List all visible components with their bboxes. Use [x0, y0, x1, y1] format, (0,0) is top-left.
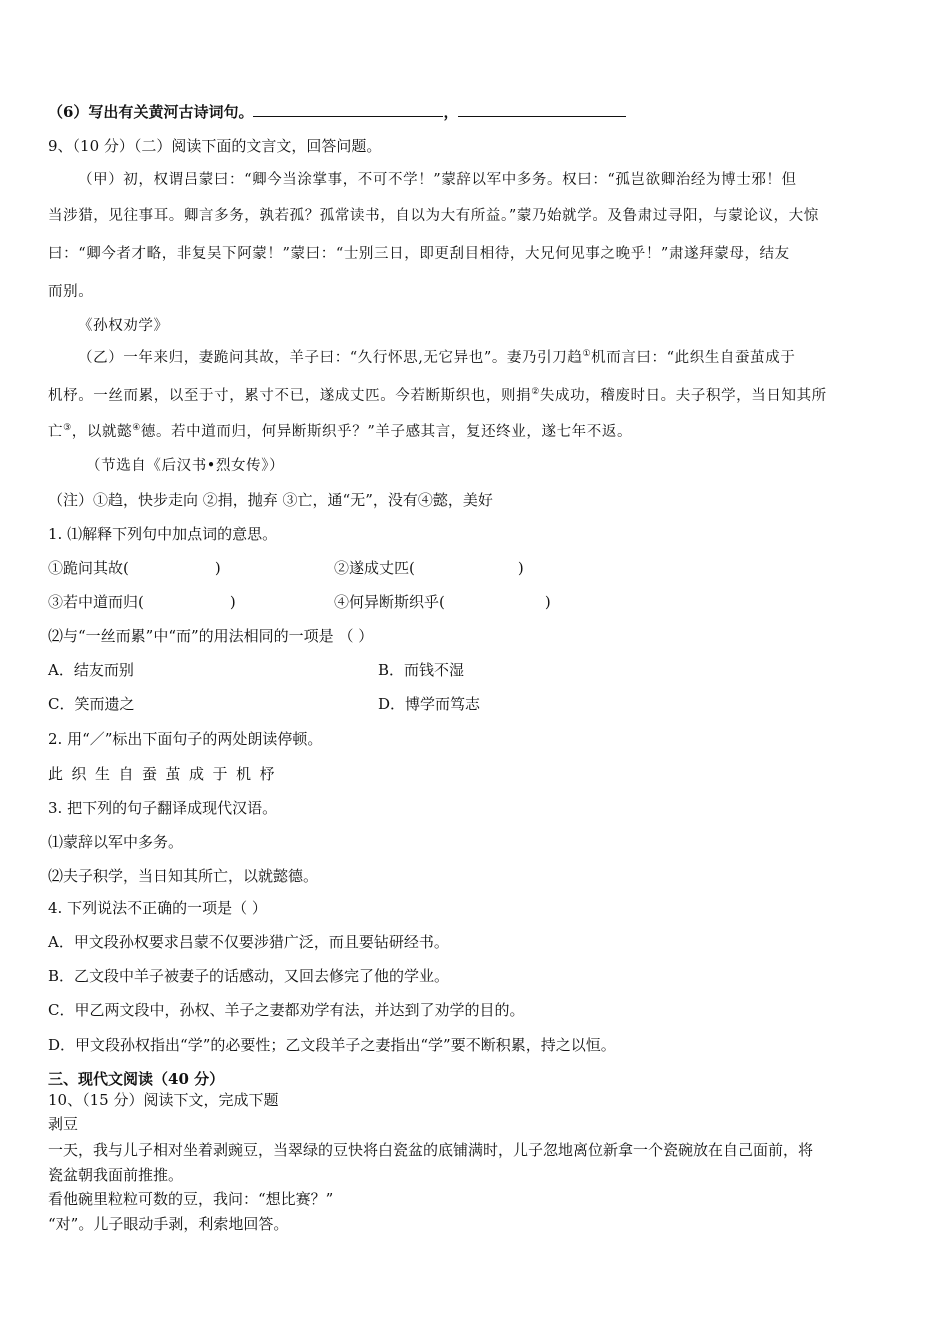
story-para-1a: 一天，我与儿子相对坐着剥豌豆，当翠绿的豆快将白瓷盆的底铺满时，儿子忽地离位新拿一个瓷碗放在自己面前，将: [48, 1141, 814, 1159]
passage-jia-source: 《孙权劝学》: [78, 318, 169, 334]
q8-6-comma: ，: [443, 103, 459, 121]
q1-option-b[interactable]: B．而钱不湿: [378, 661, 465, 679]
footnote-mark-3: ③: [63, 423, 72, 434]
q2-sentence: 此织生自蚕茧成于机杼: [48, 765, 284, 783]
passage-yi-line-3a: 亡: [48, 424, 64, 440]
passage-yi-source: （节选自《后汉书•烈女传》）: [86, 458, 285, 474]
q1-item-4: [334, 592, 551, 612]
q1-title: 1. ⑴解释下列句中加点词的意思。: [48, 525, 278, 543]
q1-item-1: [48, 558, 221, 578]
footnote-mark-4: ④: [132, 423, 141, 434]
q4-title: 4. 下列说法不正确的一项是（ ）: [48, 899, 267, 917]
story-para-3: “对”。儿子眼动手剥，利索地回答。: [48, 1215, 289, 1233]
passage-jia-line-4: 而别。: [48, 284, 94, 300]
q1-item-2-close: ): [517, 559, 524, 577]
passage-yi-line-3b: ，以就懿: [71, 424, 133, 440]
passage-yi-line-2a: 机杼。一丝而累，以至于寸，累寸不已，遂成丈匹。今若断斯织也，则捐: [48, 388, 532, 404]
q4-option-c[interactable]: C．甲乙两文段中，孙权、羊子之妻都劝学有法，并达到了劝学的目的。: [48, 1001, 525, 1019]
q4-option-d[interactable]: D．甲文段孙权指出“学”的必要性；乙文段羊子之妻指出“学”要不断积累，持之以恒。: [48, 1036, 616, 1054]
q1-item-3: [48, 592, 236, 612]
footnote-mark-2: ②: [531, 387, 540, 398]
q1-option-d[interactable]: D．博学而笃志: [378, 695, 481, 713]
passage-yi-line-2b: 失成功，稽废时日。夫子积学，当日知其所: [539, 388, 827, 404]
passage-yi-line-1: [78, 348, 795, 368]
q1-item-3-text: ③若中道而归(: [48, 593, 144, 611]
passage-yi-line-3: [48, 422, 632, 442]
q10-header: 10、（15 分）阅读下文，完成下题: [48, 1091, 279, 1109]
story-para-2: 看他碗里粒粒可数的豆，我问：“想比赛？”: [48, 1190, 334, 1208]
q1-item-1-close: ): [214, 559, 221, 577]
passage-yi-line-2: [48, 386, 827, 406]
passage-yi-line-1b: 机而言曰：“此织生自蚕茧成于: [591, 350, 796, 366]
q9-header: 9、（10 分）（二）阅读下面的文言文，回答问题。: [48, 137, 382, 155]
q1-item-4-close: ): [544, 593, 551, 611]
q4-option-a[interactable]: A．甲文段孙权要求吕蒙不仅要涉猎广泛，而且要钻研经书。: [48, 933, 449, 951]
footnote-mark-1: ①: [582, 349, 592, 360]
q8-6-line: [48, 102, 626, 122]
q1-item-2: [334, 558, 524, 578]
q1-item-3-close: ): [229, 593, 236, 611]
answer-blank-2[interactable]: [458, 102, 626, 117]
q4-option-b[interactable]: B．乙文段中羊子被妻子的话感动，又回去修完了他的学业。: [48, 967, 450, 985]
q3-sentence-2: ⑵夫子积学，当日知其所亡，以就懿德。: [48, 867, 319, 885]
q1-item-2-text: ②遂成丈匹(: [334, 559, 415, 577]
q1-item-4-text: ④何异断斯织乎(: [334, 593, 445, 611]
answer-blank-1[interactable]: [253, 102, 443, 117]
q2-title: 2. 用“／”标出下面句子的两处朗读停顿。: [48, 730, 323, 748]
passage-yi-line-1a: （乙）一年来归，妻跪问其故，羊子曰：“久行怀思,无它异也”。妻乃引刀趋: [78, 350, 583, 366]
q1-option-c[interactable]: C．笑而遗之: [48, 695, 135, 713]
q8-6-prefix: （6）写出有关黄河古诗词句。: [48, 103, 254, 121]
annotation-note: （注）①趋，快步走向 ②捐，抛弃 ③亡，通“无”，没有④懿，美好: [48, 491, 493, 509]
passage-jia-line-2: 当涉猎，见往事耳。卿言多务，孰若孤？孤常读书，自以为大有所益。”蒙乃始就学。及鲁肃过寻阳，与蒙论议，大惊: [48, 208, 819, 224]
story-para-1b: 瓷盆朝我面前推推。: [48, 1166, 184, 1184]
q1-sub2: ⑵与“一丝而累”中“而”的用法相同的一项是 （ ）: [48, 627, 374, 645]
section-3-title: 三、现代文阅读（40 分）: [48, 1070, 225, 1088]
q3-title: 3. 把下列的句子翻译成现代汉语。: [48, 799, 278, 817]
passage-jia-line-3: 曰：“卿今者才略，非复吴下阿蒙！”蒙曰：“士别三日，即更刮目相待，大兄何见事之晚乎！”肃遂拜蒙母，结友: [48, 246, 790, 262]
passage-jia-line-1: （甲）初，权谓吕蒙曰：“卿今当涂掌事，不可不学！”蒙辞以军中多务。权曰：“孤岂欲卿治经为博士邪！但: [78, 172, 797, 188]
story-title: 剥豆: [48, 1115, 79, 1133]
passage-yi-line-3c: 德。若中道而归，何异断斯织乎？”羊子感其言，复还终业，遂七年不返。: [140, 424, 633, 440]
q1-item-1-text: ①跪问其故(: [48, 559, 129, 577]
q3-sentence-1: ⑴蒙辞以军中多务。: [48, 833, 184, 851]
q1-option-a[interactable]: A．结友而别: [48, 661, 134, 679]
